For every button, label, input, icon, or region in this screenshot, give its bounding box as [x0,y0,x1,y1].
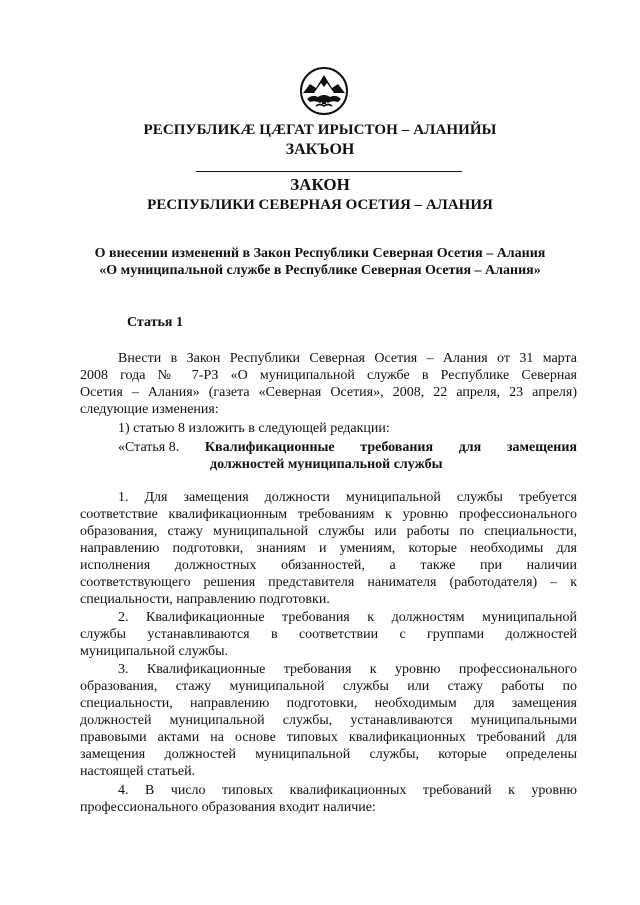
body-line: Внести в Закон Республики Северная Осетия – Алания от 31 марта [118,351,577,366]
paragraph-line: специальности, направлению подготовки. [80,592,330,607]
republic-name-russian: РЕСПУБЛИКИ СЕВЕРНАЯ ОСЕТИЯ – АЛАНИЯ [147,197,493,213]
article-8-title-word: замещения [506,440,577,455]
paragraph-line: 1. Для замещения должности муниципальной службы требуется [118,490,577,505]
paragraph-line: 4. В число типовых квалификационных требований к уровню [118,783,577,798]
paragraph-line: 3. Квалификационные требования к уровню профессионального [118,662,577,677]
article-8-title-word: требования [360,440,434,455]
paragraph-line: службы устанавливаются в соответствии с группами должностей [80,627,577,642]
paragraph-line: направлению подготовки, знаниям и умениям, которые необходимы для [80,541,577,556]
body-line: Осетия – Алания» (газета «Северная Осетия», 2008, 22 апреля, 23 апреля) [80,385,577,400]
republic-name-ossetian: РЕСПУБЛИКӔ ЦӔГАТ ИРЫСТОН – АЛАНИЙЫ [143,122,497,138]
paragraph-line: муниципальной службы. [80,644,229,659]
law-subject-line-1: О внесении изменений в Закон Республики Северная Осетия – Алания [94,246,546,261]
body-line: 2008 года № 7-РЗ «О муниципальной службе в Республике Северная [80,368,577,383]
law-subject-line-2: «О муниципальной службе в Республике Северная Осетия – Алания» [99,263,541,278]
paragraph-line: замещения должностей муниципальной службы, которые определены [80,747,577,762]
paragraph-line: 2. Квалификационные требования к должностям муниципальной [118,610,577,625]
article-8-title-word: для [458,440,482,455]
document-type-ossetian: ЗАКЪОН [285,141,355,158]
article-8-heading [118,439,577,456]
body-line: следующие изменения: [80,402,219,417]
paragraph-line: правовыми актами на основе типовых квалификационных требований для [80,730,577,745]
paragraph-line: настоящей статьей. [80,764,196,779]
article-8-prefix: «Статья 8. [118,440,180,455]
paragraph-line: должностей муниципальной службы, устанавливаются муниципальными [80,713,577,728]
document-type-russian: ЗАКОН [290,175,350,194]
paragraph-line: специальности, направлению подготовки, необходимым для замещения [80,696,577,711]
article-title: Статья 1 [127,315,183,330]
paragraph-line: образования, стажу муниципальной службы или стажу работы по [80,679,577,694]
header-divider [196,171,462,172]
paragraph-line: соответствие квалификационным требованиям к уровню профессионального [80,507,577,522]
article-8-title-word: Квалификационные [204,440,335,455]
article-8-title-line-2: должностей муниципальной службы [210,457,443,472]
paragraph-line: исполнения должностных обязанностей, а также при наличии [80,558,577,573]
body-line: 1) статью 8 изложить в следующей редакции: [118,421,390,436]
paragraph-line: профессионального образования входит наличие: [80,800,376,815]
paragraph-line: образования, стажу муниципальной службы или работы по специальности, [80,524,577,539]
coat-of-arms-leopard-icon [298,66,350,116]
paragraph-line: соответствующего решения представителя нанимателя (работодателя) – к [80,575,577,590]
